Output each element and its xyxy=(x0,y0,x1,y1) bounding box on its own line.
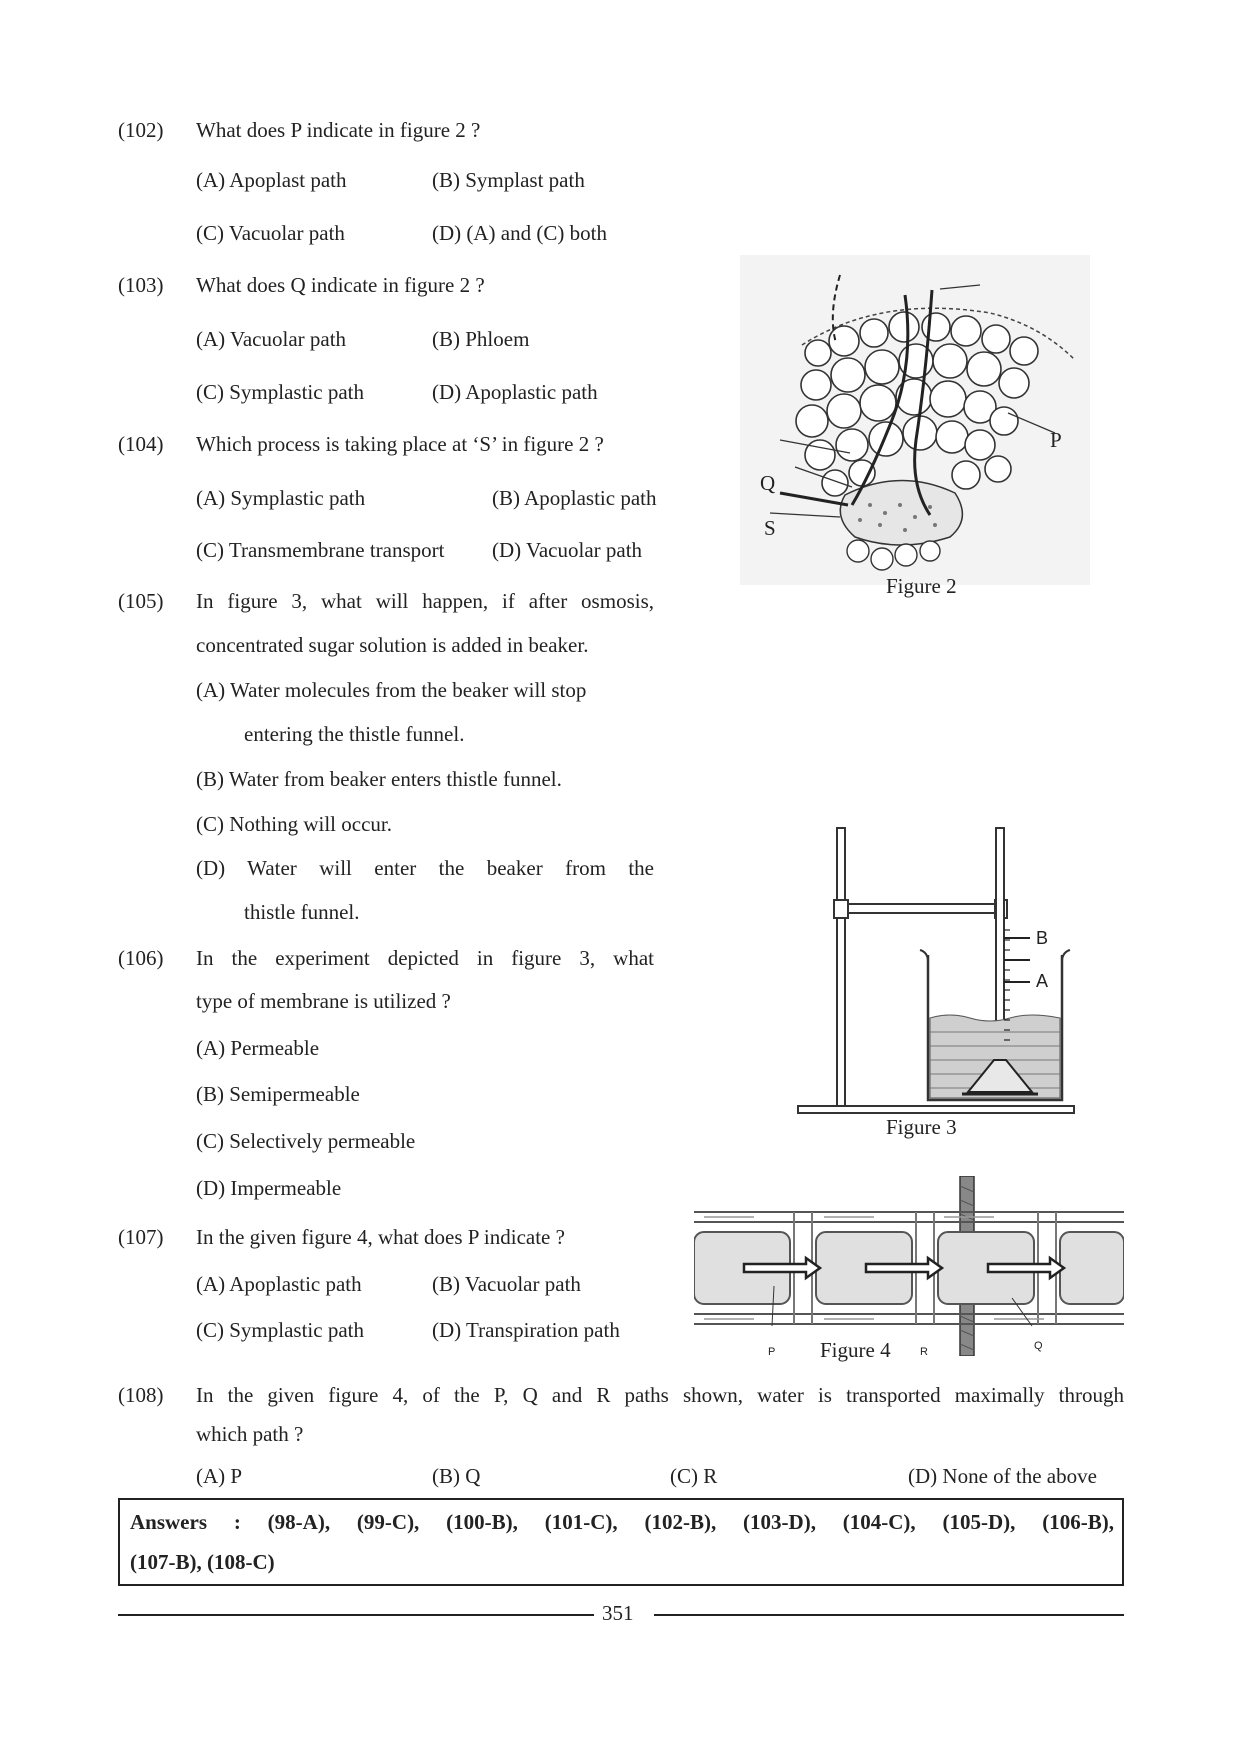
question-text-line: In the given figure 4, of the P, Q and R paths shown, water is transported maximally through xyxy=(196,1383,1124,1407)
option: (D) (A) and (C) both xyxy=(432,221,607,245)
answers-line-1: Answers : (98-A), (99-C), (100-B), (101-C), (102-B), (103-D), (104-C), (105-D), (106-B), xyxy=(130,1510,1114,1534)
option: (D) None of the above xyxy=(908,1464,1097,1488)
question-text: In the given figure 4, what does P indicate ? xyxy=(196,1225,565,1249)
question-number: (108) xyxy=(118,1383,164,1407)
option-line: (D) Water will enter the beaker from the xyxy=(196,856,654,880)
option-line: entering the thistle funnel. xyxy=(244,722,465,746)
figure-2-caption: Figure 2 xyxy=(886,574,957,598)
figure-2-label-s: S xyxy=(764,516,776,540)
option: (C) Vacuolar path xyxy=(196,221,345,245)
option: (C) R xyxy=(670,1464,718,1488)
option: (C) Transmembrane transport xyxy=(196,538,445,562)
figure-4-label-r: R xyxy=(920,1346,928,1358)
option: (B) Apoplastic path xyxy=(492,486,657,510)
option-line: (B) Water from beaker enters thistle funnel. xyxy=(196,767,562,791)
option: (D) Apoplastic path xyxy=(432,380,598,404)
question-number: (104) xyxy=(118,432,164,456)
page-number: 351 xyxy=(602,1601,634,1625)
question-text: Which process is taking place at ‘S’ in figure 2 ? xyxy=(196,432,604,456)
option: (A) Permeable xyxy=(196,1036,320,1060)
footer-divider-right xyxy=(654,1614,1124,1616)
question-number: (107) xyxy=(118,1225,164,1249)
figure-4-drawing xyxy=(694,1176,1124,1356)
question-text-line: In figure 3, what will happen, if after osmosis, xyxy=(196,589,654,613)
option: (D) Impermeable xyxy=(196,1176,342,1200)
figure-3-drawing xyxy=(790,820,1080,1120)
figure-2-label-p: P xyxy=(1050,428,1062,452)
option: (B) Semipermeable xyxy=(196,1082,360,1106)
option: (B) Vacuolar path xyxy=(432,1272,581,1296)
footer-divider-left xyxy=(118,1614,594,1616)
option-line: thistle funnel. xyxy=(244,900,360,924)
question-number: (103) xyxy=(118,273,164,297)
figure-2-drawing xyxy=(740,255,1090,585)
question-text-line: In the experiment depicted in figure 3, what xyxy=(196,946,654,970)
option: (B) Symplast path xyxy=(432,168,585,192)
figure-3-caption: Figure 3 xyxy=(886,1115,957,1139)
option: (B) Phloem xyxy=(432,327,530,351)
option: (A) Symplastic path xyxy=(196,486,366,510)
option: (A) Apoplastic path xyxy=(196,1272,362,1296)
option: (A) Apoplast path xyxy=(196,168,347,192)
question-text: What does Q indicate in figure 2 ? xyxy=(196,273,485,297)
figure-4-label-p: P xyxy=(768,1346,776,1358)
question-text-line: which path ? xyxy=(196,1422,304,1446)
figure-4 xyxy=(694,1176,1124,1356)
figure-4-caption: Figure 4 xyxy=(820,1338,891,1362)
question-number: (105) xyxy=(118,589,164,613)
question-number: (106) xyxy=(118,946,164,970)
figure-2 xyxy=(740,255,1090,585)
option: (D) Transpiration path xyxy=(432,1318,620,1342)
question-text-line: concentrated sugar solution is added in beaker. xyxy=(196,633,589,657)
figure-3-label-a: A xyxy=(1036,971,1049,991)
option: (C) Symplastic path xyxy=(196,380,364,404)
option: (C) Selectively permeable xyxy=(196,1129,416,1153)
option: (D) Vacuolar path xyxy=(492,538,643,562)
figure-4-label-q: Q xyxy=(1034,1340,1043,1352)
option: (A) Vacuolar path xyxy=(196,327,347,351)
option-line: (C) Nothing will occur. xyxy=(196,812,392,836)
question-number: (102) xyxy=(118,118,164,142)
figure-3 xyxy=(790,820,1080,1120)
figure-3-label-b: B xyxy=(1036,928,1049,948)
answers-line-2: (107-B), (108-C) xyxy=(130,1550,275,1574)
option-line: (A) Water molecules from the beaker will stop xyxy=(196,678,587,702)
answers-box xyxy=(118,1498,1124,1586)
question-text: What does P indicate in figure 2 ? xyxy=(196,118,481,142)
question-text-line: type of membrane is utilized ? xyxy=(196,989,451,1013)
figure-2-label-q: Q xyxy=(760,471,776,495)
option: (C) Symplastic path xyxy=(196,1318,364,1342)
option: (A) P xyxy=(196,1464,243,1488)
option: (B) Q xyxy=(432,1464,481,1488)
